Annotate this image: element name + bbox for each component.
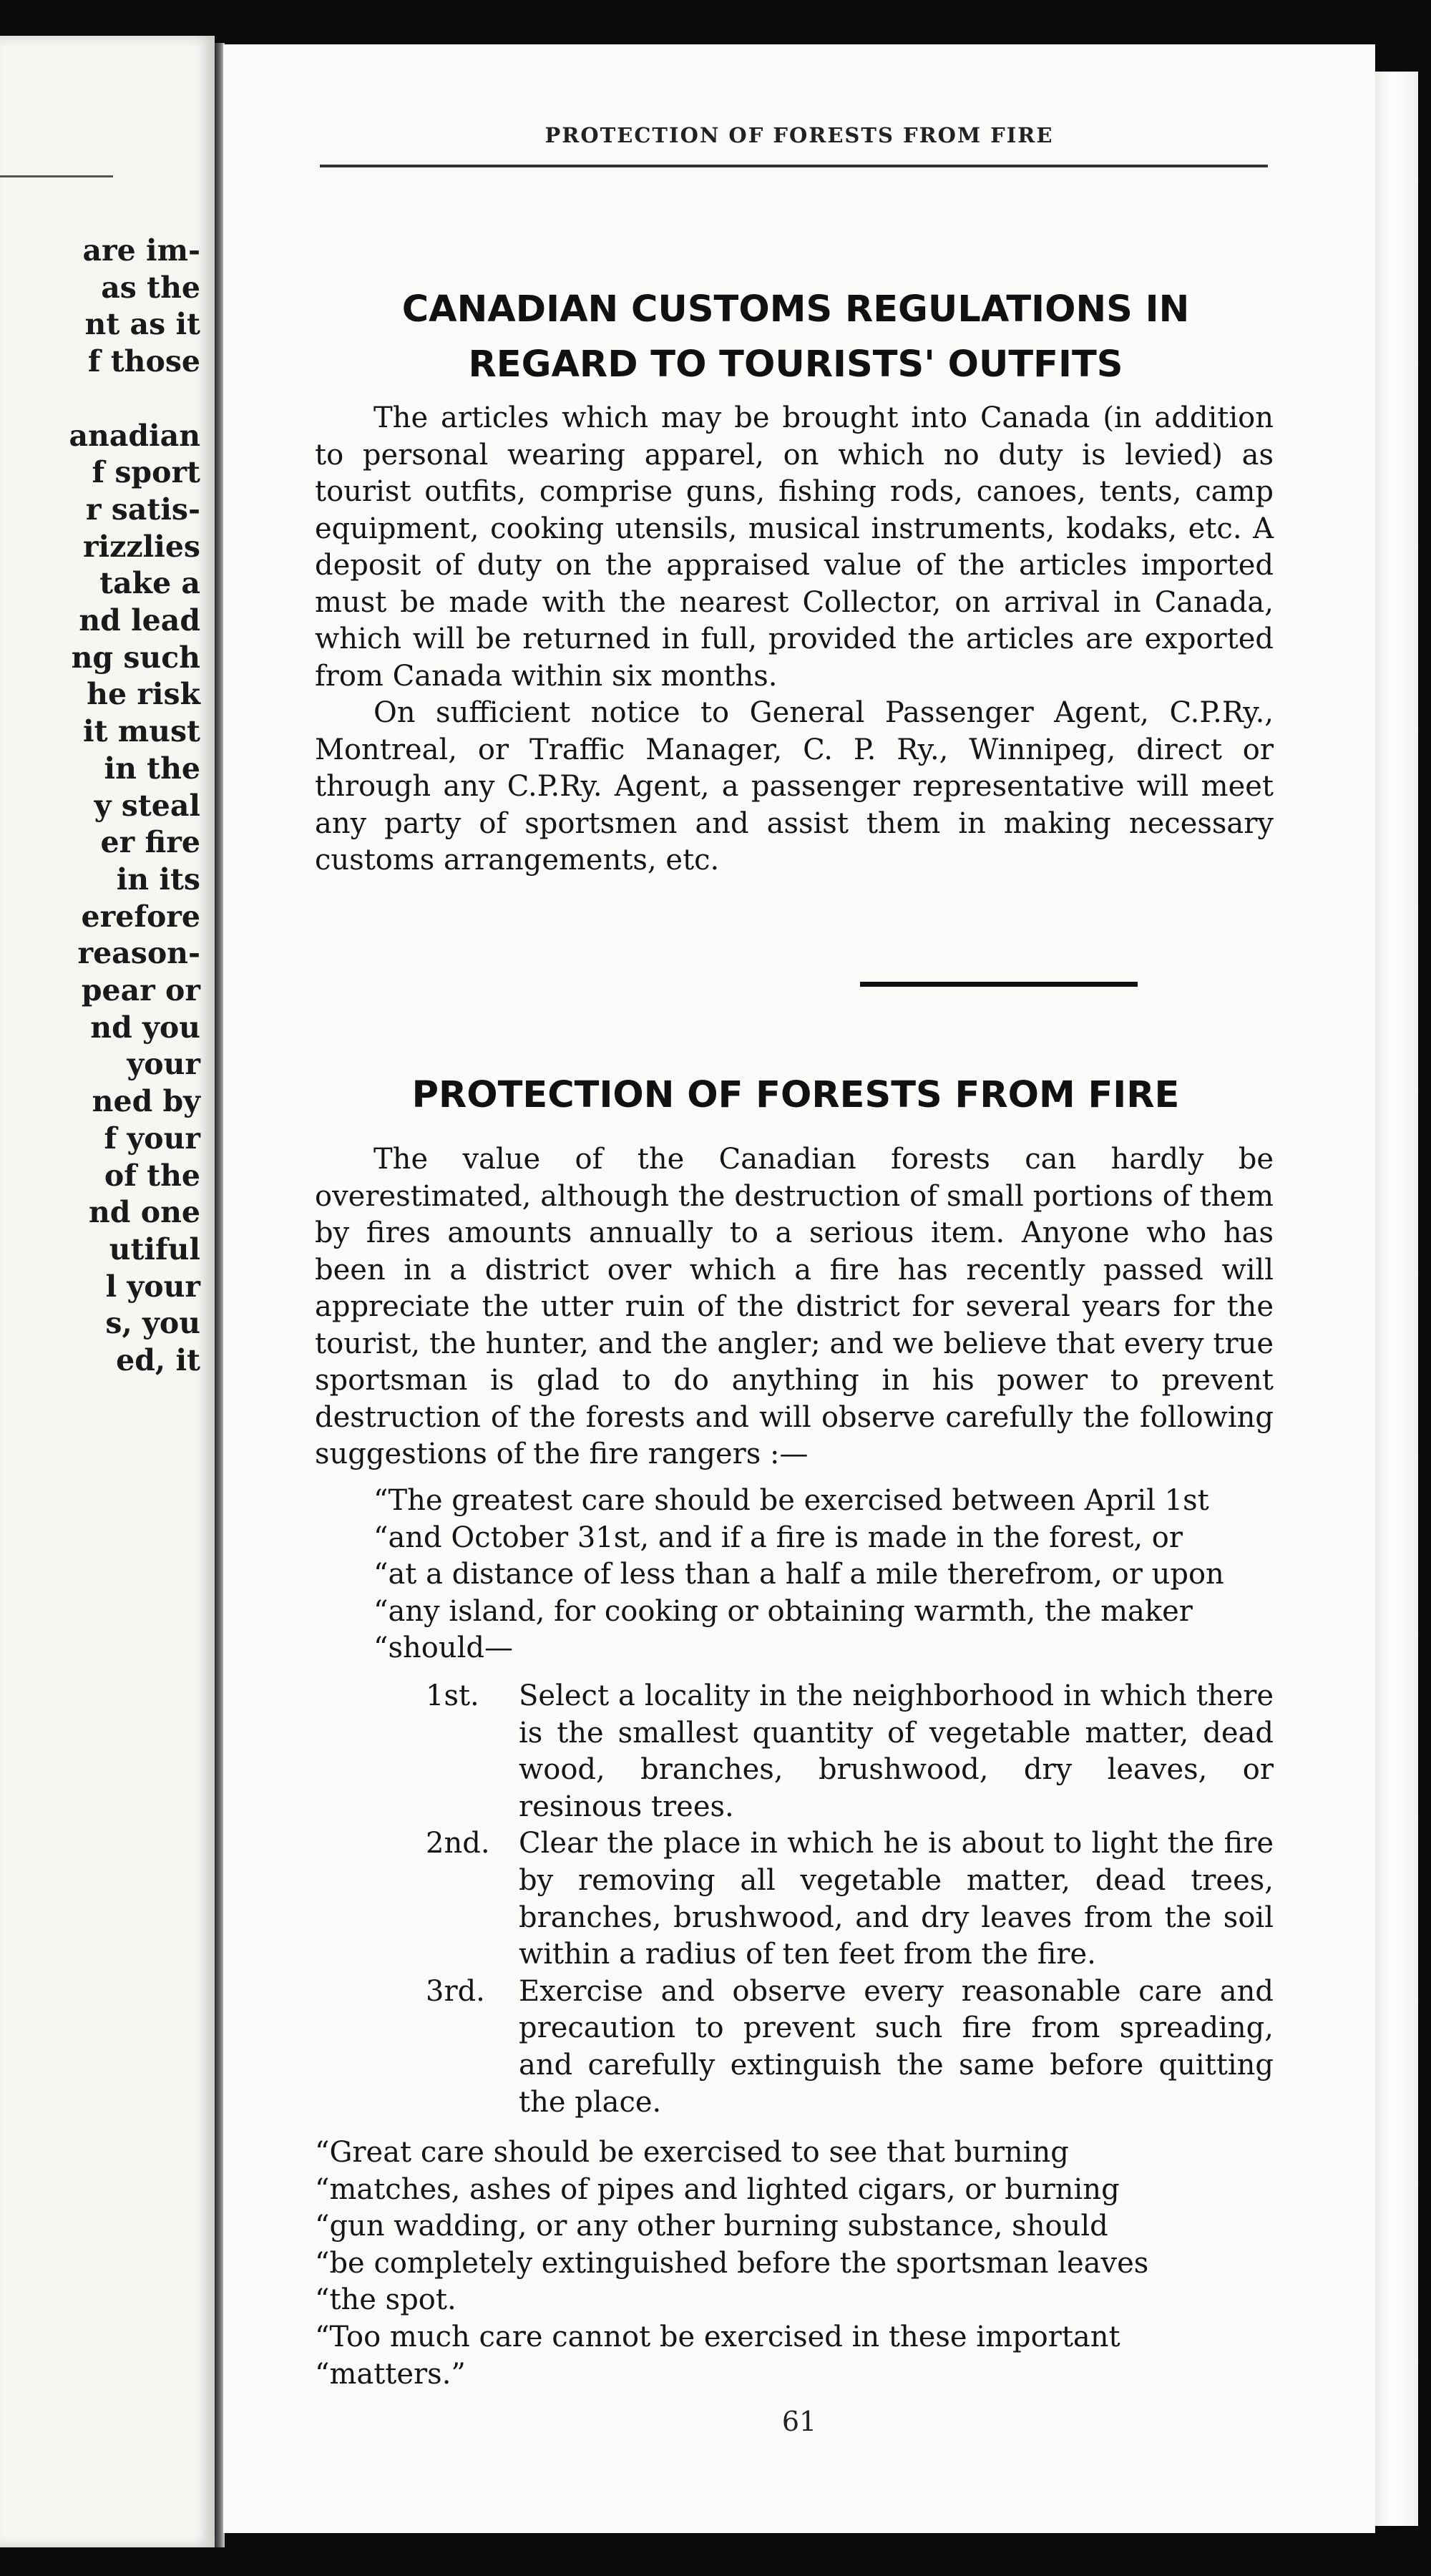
facing-page-line: anadian bbox=[69, 418, 200, 453]
step-text: Select a locality in the neighborhood in which there is the smallest quantity of vegetable matter, dead wood, branches, brushwood, dry leaves, or resinous trees. bbox=[519, 1679, 1274, 1823]
facing-page-line: it must bbox=[83, 714, 200, 749]
facing-page-line: ed, it bbox=[116, 1343, 200, 1378]
facing-page-line: er fire bbox=[100, 825, 200, 860]
facing-page bbox=[0, 36, 215, 2547]
closing-line: “Too much care cannot be exercised in these important bbox=[315, 2320, 1120, 2353]
facing-page-line: your bbox=[127, 1047, 200, 1082]
step-item bbox=[315, 1678, 1274, 1825]
facing-page-line: utiful bbox=[109, 1231, 200, 1267]
facing-page-line: y steal bbox=[94, 788, 200, 823]
step-text: Clear the place in which he is about to light the fire by removing all vegetable matter, dead trees, branches, brushwood, and dry leaves from the soil within a radius of ten feet from the fire. bbox=[519, 1827, 1274, 1971]
running-head-rule bbox=[320, 165, 1268, 167]
page-number: 61 bbox=[781, 2406, 817, 2437]
facing-page-line: nd one bbox=[89, 1195, 200, 1230]
closing-line: “Great care should be exercised to see that burning bbox=[315, 2136, 1069, 2169]
facing-page-line: s, you bbox=[105, 1306, 200, 1341]
quote-line: “and October 31st, and if a fire is made in the forest, or bbox=[373, 1521, 1183, 1554]
quote-line: “at a distance of less than a half a mile therefrom, or upon bbox=[373, 1558, 1224, 1591]
facing-page-line: in the bbox=[104, 751, 200, 786]
facing-page-line: rizzlies bbox=[82, 529, 200, 564]
facing-page-rule bbox=[0, 175, 113, 177]
facing-page-line: l your bbox=[105, 1269, 200, 1304]
fire-ranger-quote bbox=[315, 1483, 1332, 1667]
facing-page-text bbox=[69, 233, 200, 1380]
facing-page-line: reason- bbox=[77, 936, 200, 971]
fire-ranger-closing bbox=[315, 2135, 1274, 2393]
facing-page-line: r satis- bbox=[85, 492, 200, 527]
facing-page-line: ned by bbox=[92, 1084, 200, 1119]
customs-body bbox=[315, 400, 1274, 879]
step-item bbox=[315, 1974, 1274, 2121]
forest-fire-body bbox=[315, 1141, 1274, 1473]
facing-page-line: f your bbox=[104, 1121, 200, 1156]
fire-ranger-steps bbox=[315, 1678, 1274, 2121]
facing-page-line: of the bbox=[104, 1158, 200, 1193]
page bbox=[223, 44, 1375, 2533]
quote-line: “should— bbox=[373, 1631, 513, 1665]
section-divider bbox=[860, 982, 1138, 987]
facing-page-line: erefore bbox=[81, 899, 200, 934]
customs-paragraph-1: The articles which may be brought into Canada (in addition to personal wearing apparel, on which no duty is levied) as tourist outfits, comprise guns, fishing rods, canoes, tents, camp equipment, cooking utensils, musical instruments, kodaks, etc. A deposit of duty on the appraised value of the articles imported must be made with the nearest Collector, on arrival in Canada, which will be returned in full, provided the articles are exported from Canada within six months. bbox=[315, 401, 1274, 693]
closing-line: “matches, ashes of pipes and lighted cigars, or burning bbox=[315, 2172, 1120, 2206]
facing-page-line: nd lead bbox=[79, 603, 200, 638]
facing-page-line: as the bbox=[101, 270, 200, 305]
customs-paragraph-2: On sufficient notice to General Passenger Agent, C.P.Ry., Montreal, or Traffic Manager, C. P. Ry., Winnipeg, direct or through any C.P.Ry. Agent, a passenger representative will meet any party of sportsmen and assist them in making necessary customs arrangements, etc. bbox=[315, 696, 1274, 877]
running-head: PROTECTION OF FORESTS FROM FIRE bbox=[544, 123, 1054, 147]
facing-page-line: f those bbox=[87, 344, 200, 379]
facing-page-line: nt as it bbox=[84, 307, 200, 342]
facing-page-line: in its bbox=[116, 862, 200, 897]
customs-heading bbox=[295, 282, 1296, 392]
facing-page-line: nd you bbox=[90, 1010, 200, 1045]
step-number: 3rd. bbox=[426, 1974, 485, 2008]
facing-page-line: f sport bbox=[92, 455, 200, 490]
closing-line: “be completely extinguished before the sportsman leaves bbox=[315, 2246, 1149, 2280]
facing-page-line: take a bbox=[99, 566, 200, 601]
forest-fire-heading: PROTECTION OF FORESTS FROM FIRE bbox=[411, 1074, 1180, 1116]
closing-line: “the spot. bbox=[315, 2283, 456, 2317]
quote-line: “The greatest care should be exercised between April 1st bbox=[373, 1484, 1209, 1517]
step-text: Exercise and observe every reasonable care and precaution to prevent such fire from spreading, and carefully extinguish the same before quitting the place. bbox=[519, 1974, 1274, 2119]
facing-page-line: are im- bbox=[82, 233, 200, 268]
step-item bbox=[315, 1825, 1274, 1973]
facing-page-line bbox=[69, 381, 200, 418]
customs-heading-line-2: REGARD TO TOURISTS' OUTFITS bbox=[468, 343, 1123, 386]
facing-page-line: pear or bbox=[81, 973, 200, 1008]
customs-heading-line-1: CANADIAN CUSTOMS REGULATIONS IN bbox=[401, 288, 1190, 331]
step-number: 1st. bbox=[426, 1679, 479, 1712]
forest-fire-paragraph: The value of the Canadian forests can hardly be overestimated, although the destruction of small portions of them by fires amounts annually to a serious item. Anyone who has been in a district over which a fire has recently passed will appreciate the utter ruin of the district for several years for the tourist, the hunter, and the angler; and we believe that every true sportsman is glad to do anything in his power to prevent destruction of the forests and will observe carefully the following suggestions of the fire rangers :— bbox=[315, 1143, 1274, 1470]
page-edge bbox=[1375, 72, 1418, 2526]
quote-line: “any island, for cooking or obtaining warmth, the maker bbox=[373, 1594, 1193, 1628]
closing-line: “matters.” bbox=[315, 2357, 466, 2391]
closing-line: “gun wadding, or any other burning substance, should bbox=[315, 2210, 1108, 2243]
step-number: 2nd. bbox=[426, 1827, 490, 1860]
facing-page-line: he risk bbox=[87, 677, 200, 712]
facing-page-line: ng such bbox=[71, 640, 200, 675]
